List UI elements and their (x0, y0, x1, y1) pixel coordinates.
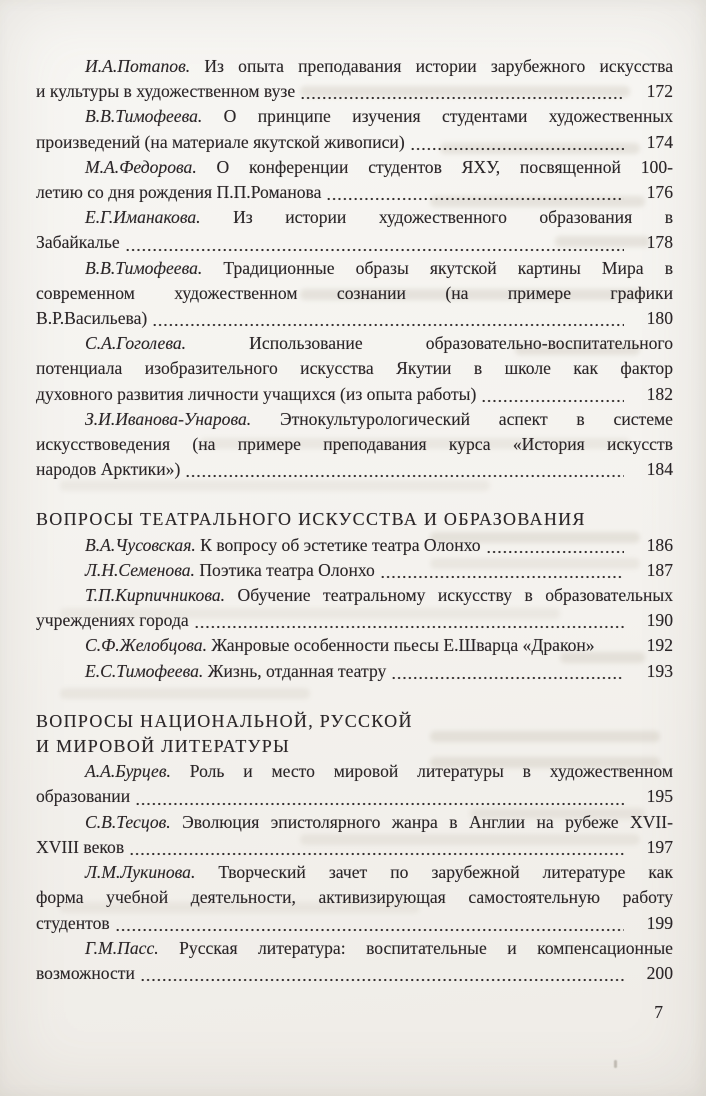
toc-entry (36, 558, 673, 583)
toc-entry (36, 331, 673, 407)
entry-author: А.А.Бурцев. (85, 761, 171, 782)
dot-leader (129, 835, 624, 860)
toc-entry-line: современном художественном сознании (на примере графики (36, 282, 673, 303)
entry-page-number: 178 (646, 232, 673, 253)
toc-entry-line: потенциала изобразительного искусства Якутии в школе как фактор (36, 358, 673, 379)
toc-entry-line: С.В.Тесцов. Эволюция эпистолярного жанра в Англии на рубеже XVII- (85, 811, 673, 832)
dot-leader (326, 180, 624, 205)
entry-author: Е.С.Тимофеева. (85, 660, 204, 681)
toc-entry-line: Г.М.Пасс. Русская литература: воспитательные и компенсационные (85, 937, 673, 958)
toc-entry-line (36, 784, 673, 809)
entry-text: студентов (36, 912, 110, 933)
toc-entry-line (36, 306, 673, 331)
entry-text: Забайкалье (36, 232, 120, 253)
toc-entry-line: Т.П.Кирпичникова. Обучение театральному искусству в образовательных (85, 585, 673, 606)
toc-entry-line (36, 608, 673, 633)
toc-entry-line: М.А.Федорова. О конференции студентов ЯХУ, посвященной 100- (85, 156, 673, 177)
toc-entry-line (36, 633, 673, 658)
toc-entry (36, 759, 673, 809)
dot-leader (300, 79, 624, 104)
entry-page-number: 197 (646, 836, 673, 857)
dot-leader (410, 130, 624, 155)
toc-entry-line (36, 457, 673, 482)
toc-entry-line: В.В.Тимофеева. Традиционные образы якутской картины Мира в (85, 257, 673, 278)
toc-entry (36, 633, 673, 658)
entry-page-number: 186 (646, 534, 673, 555)
section-heading-line: ВОПРОСЫ ТЕАТРАЛЬНОГО ИСКУССТВА И ОБРАЗОВАНИЯ (36, 509, 586, 530)
entry-author: З.И.Иванова-Унарова. (85, 408, 252, 429)
entry-page-number: 187 (646, 559, 673, 580)
dot-leader (140, 961, 624, 986)
dot-leader (152, 306, 624, 331)
toc-entry (36, 583, 673, 633)
entry-author: С.А.Гоголева. (85, 333, 187, 354)
toc-entry (36, 860, 673, 936)
entry-author: В.В.Тимофеева. (85, 257, 203, 278)
entry-author: М.А.Федорова. (85, 156, 197, 177)
entry-page-number: 182 (646, 383, 673, 404)
entry-text: произведений (на материале якутской живописи) (36, 131, 405, 152)
entry-author: С.В.Тесцов. (85, 811, 171, 832)
toc-section (36, 507, 673, 683)
entry-page-number: 195 (646, 786, 673, 807)
toc-entry (36, 936, 673, 986)
toc-entry (36, 104, 673, 154)
toc-entry (36, 256, 673, 332)
dot-leader (486, 533, 624, 558)
toc-entry-line (36, 659, 673, 684)
entry-text: образовании (36, 786, 131, 807)
toc-entry-line: С.А.Гоголева. Использование образовательно-воспитательного (85, 333, 673, 354)
entry-text: С.Ф.Желобцова. Жанровые особенности пьесы Е.Шварца «Дракон» (85, 635, 595, 656)
toc-entry-line: форма учебной деятельности, активизирующая самостоятельную работу (36, 887, 673, 908)
toc-section (36, 709, 673, 986)
toc-entry-line (36, 180, 673, 205)
toc-entry (36, 810, 673, 860)
toc-entry-line (36, 961, 673, 986)
dot-leader (125, 230, 624, 255)
entry-page-number: 180 (646, 308, 673, 329)
entry-page-number: 172 (646, 81, 673, 102)
toc-entry-line (36, 79, 673, 104)
toc-entry-line: З.И.Иванова-Унарова. Этнокультурологический аспект в системе (85, 408, 673, 429)
dot-leader (185, 457, 624, 482)
dot-leader (135, 784, 624, 809)
entry-text: Е.С.Тимофеева. Жизнь, отданная театру (85, 660, 387, 681)
toc-entry-line: искусствоведения (на примере преподавания курса «История искусств (36, 434, 673, 455)
section-heading-line: И МИРОВОЙ ЛИТЕРАТУРЫ (36, 736, 291, 757)
entry-text: XVIII веков (36, 836, 125, 857)
dot-leader (115, 911, 624, 936)
toc-entry (36, 407, 673, 483)
entry-page-number: 184 (646, 459, 673, 480)
table-of-contents (36, 54, 673, 986)
toc-entry (36, 659, 673, 684)
section-heading (36, 709, 673, 759)
entry-author: Т.П.Кирпичникова. (85, 585, 226, 606)
entry-page-number: 199 (646, 912, 673, 933)
toc-entry-line: Л.М.Лукинова. Творческий зачет по зарубежной литературе как (85, 862, 673, 883)
toc-section (36, 54, 673, 482)
toc-entry-line: А.А.Бурцев. Роль и место мировой литературы в художественном (85, 761, 673, 782)
page-number: 7 (654, 1002, 663, 1023)
toc-entry-line (36, 533, 673, 558)
toc-entry-line (36, 558, 673, 583)
toc-entry (36, 533, 673, 558)
dot-leader (391, 659, 624, 684)
entry-text: народов Арктики») (36, 459, 181, 480)
dot-leader (600, 633, 624, 658)
toc-entry-line (36, 382, 673, 407)
entry-author: Г.М.Пасс. (85, 937, 159, 958)
entry-author: С.Ф.Желобцова. (85, 635, 207, 656)
section-heading (36, 507, 673, 532)
entry-author: Е.Г.Иманакова. (85, 207, 201, 228)
toc-entry-line: Е.Г.Иманакова. Из истории художественного образования в (85, 207, 673, 228)
entry-author: Л.М.Лукинова. (85, 862, 196, 883)
entry-page-number: 176 (646, 182, 673, 203)
entry-page-number: 174 (646, 131, 673, 152)
toc-entry-line (36, 130, 673, 155)
toc-entry (36, 205, 673, 255)
toc-entry-line: И.А.Потапов. Из опыта преподавания истории зарубежного искусства (85, 56, 673, 76)
entry-author: Л.Н.Семенова. (85, 559, 195, 580)
dot-leader (481, 382, 624, 407)
entry-text: В.А.Чусовская. К вопросу об эстетике театра Олонхо (85, 534, 481, 555)
entry-text: учреждениях города (36, 610, 189, 631)
entry-author: В.А.Чусовская. (85, 534, 196, 555)
entry-page-number: 193 (646, 660, 673, 681)
entry-author: И.А.Потапов. (85, 56, 191, 76)
entry-text: летию со дня рождения П.П.Романова (36, 182, 322, 203)
entry-page-number: 190 (646, 610, 673, 631)
dot-leader (380, 558, 624, 583)
toc-entry-line (36, 835, 673, 860)
toc-entry-line (36, 230, 673, 255)
entry-page-number: 200 (646, 962, 673, 983)
entry-author: В.В.Тимофеева. (85, 106, 203, 127)
entry-text: Л.Н.Семенова. Поэтика театра Олонхо (85, 559, 375, 580)
section-heading-line: ВОПРОСЫ НАЦИОНАЛЬНОЙ, РУССКОЙ (36, 710, 413, 731)
entry-text: и культуры в художественном вузе (36, 81, 296, 102)
entry-text: духовного развития личности учащихся (из опыта работы) (36, 383, 477, 404)
toc-entry-line: В.В.Тимофеева. О принципе изучения студентами художественных (85, 106, 673, 127)
entry-page-number: 192 (646, 635, 673, 656)
toc-entry (36, 155, 673, 205)
entry-text: В.Р.Васильева) (36, 308, 148, 329)
entry-text: возможности (36, 962, 135, 983)
scan-speck (614, 1060, 617, 1068)
toc-entry (36, 54, 673, 104)
dot-leader (194, 608, 624, 633)
toc-entry-line (36, 911, 673, 936)
